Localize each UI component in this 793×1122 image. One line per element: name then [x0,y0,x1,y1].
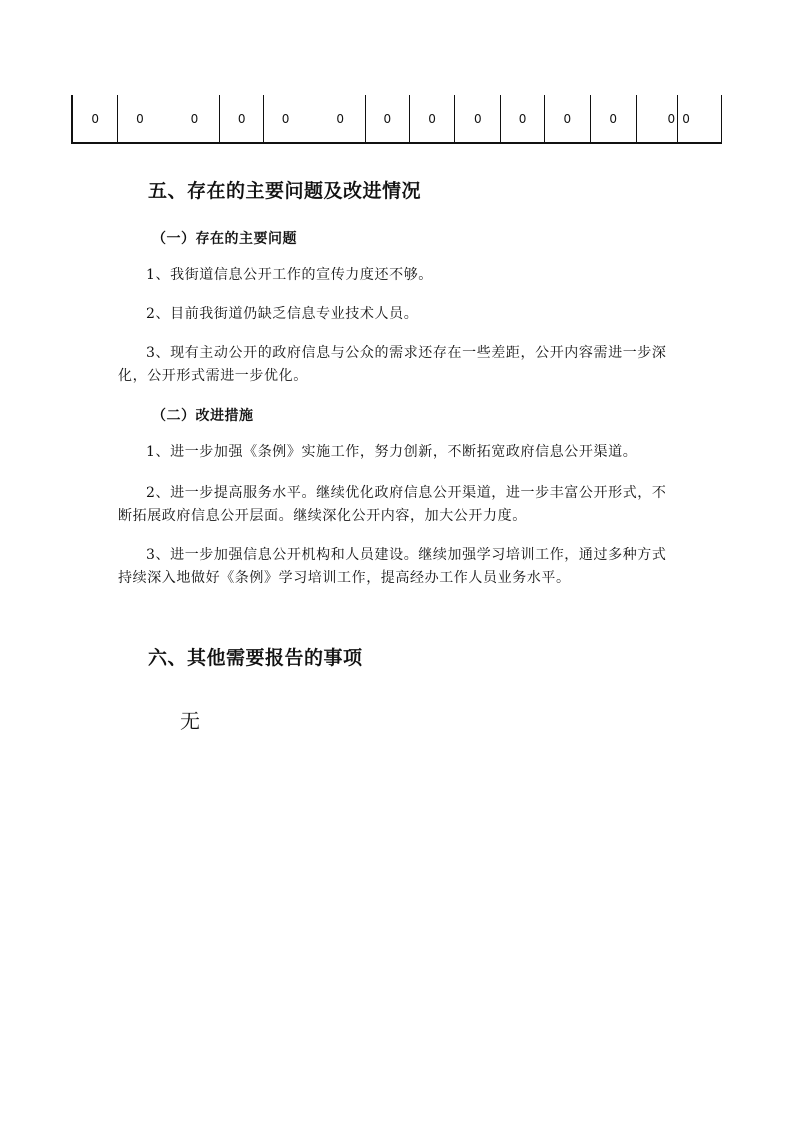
section5-sub2-title: （二）改进措施 [152,408,254,424]
stats-table-fragment [71,95,722,144]
table-cell: 0 [72,95,118,143]
table-cell [162,95,191,143]
table-cell: 0 [336,95,365,143]
problem-item-3: 3、现有主动公开的政府信息与公众的需求还存在一些差距，公开内容需进一步深化，公开形式需进一步优化。 [118,345,667,384]
table-cell: 0 [220,95,264,143]
table-cell: 0 [409,95,455,143]
section6-title: 六、其他需要报告的事项 [148,647,363,669]
table-cell: 0 [544,95,590,143]
measure-item-2: 2、进一步提高服务水平。继续优化政府信息公开渠道，进一步丰富公开形式，不断拓展政府信息公开层面。继续深化公开内容，加大公开力度。 [118,485,667,524]
problem-item-2: 2、目前我街道仍缺乏信息专业技术人员。 [146,306,419,322]
table-cell: 0 [590,95,636,143]
problem-item-1: 1、我街道信息公开工作的宣传力度还不够。 [146,267,433,283]
table-cell: 0 [501,95,545,143]
section5-title: 五、存在的主要问题及改进情况 [148,180,422,202]
measure-item-1: 1、进一步加强《条例》实施工作，努力创新，不断拓宽政府信息公开渠道。 [146,444,638,460]
table-cell: 0 [118,95,162,143]
section5-sub1-title: （一）存在的主要问题 [152,231,297,247]
measure-item-3: 3、进一步加强信息公开机构和人员建设。继续加强学习培训工作，通过多种方式持续深入地做好《条例》学习培训工作，提高经办工作人员业务水平。 [118,547,667,586]
table-cell: 0 [636,95,678,143]
table-cell: 0 [678,95,722,143]
table-row [72,95,722,143]
table-cell: 0 [365,95,409,143]
table-cell [307,95,336,143]
section6-content: 无 [180,709,200,733]
table-cell: 0 [263,95,307,143]
stats-table [71,95,722,144]
table-cell: 0 [191,95,220,143]
table-cell: 0 [455,95,501,143]
